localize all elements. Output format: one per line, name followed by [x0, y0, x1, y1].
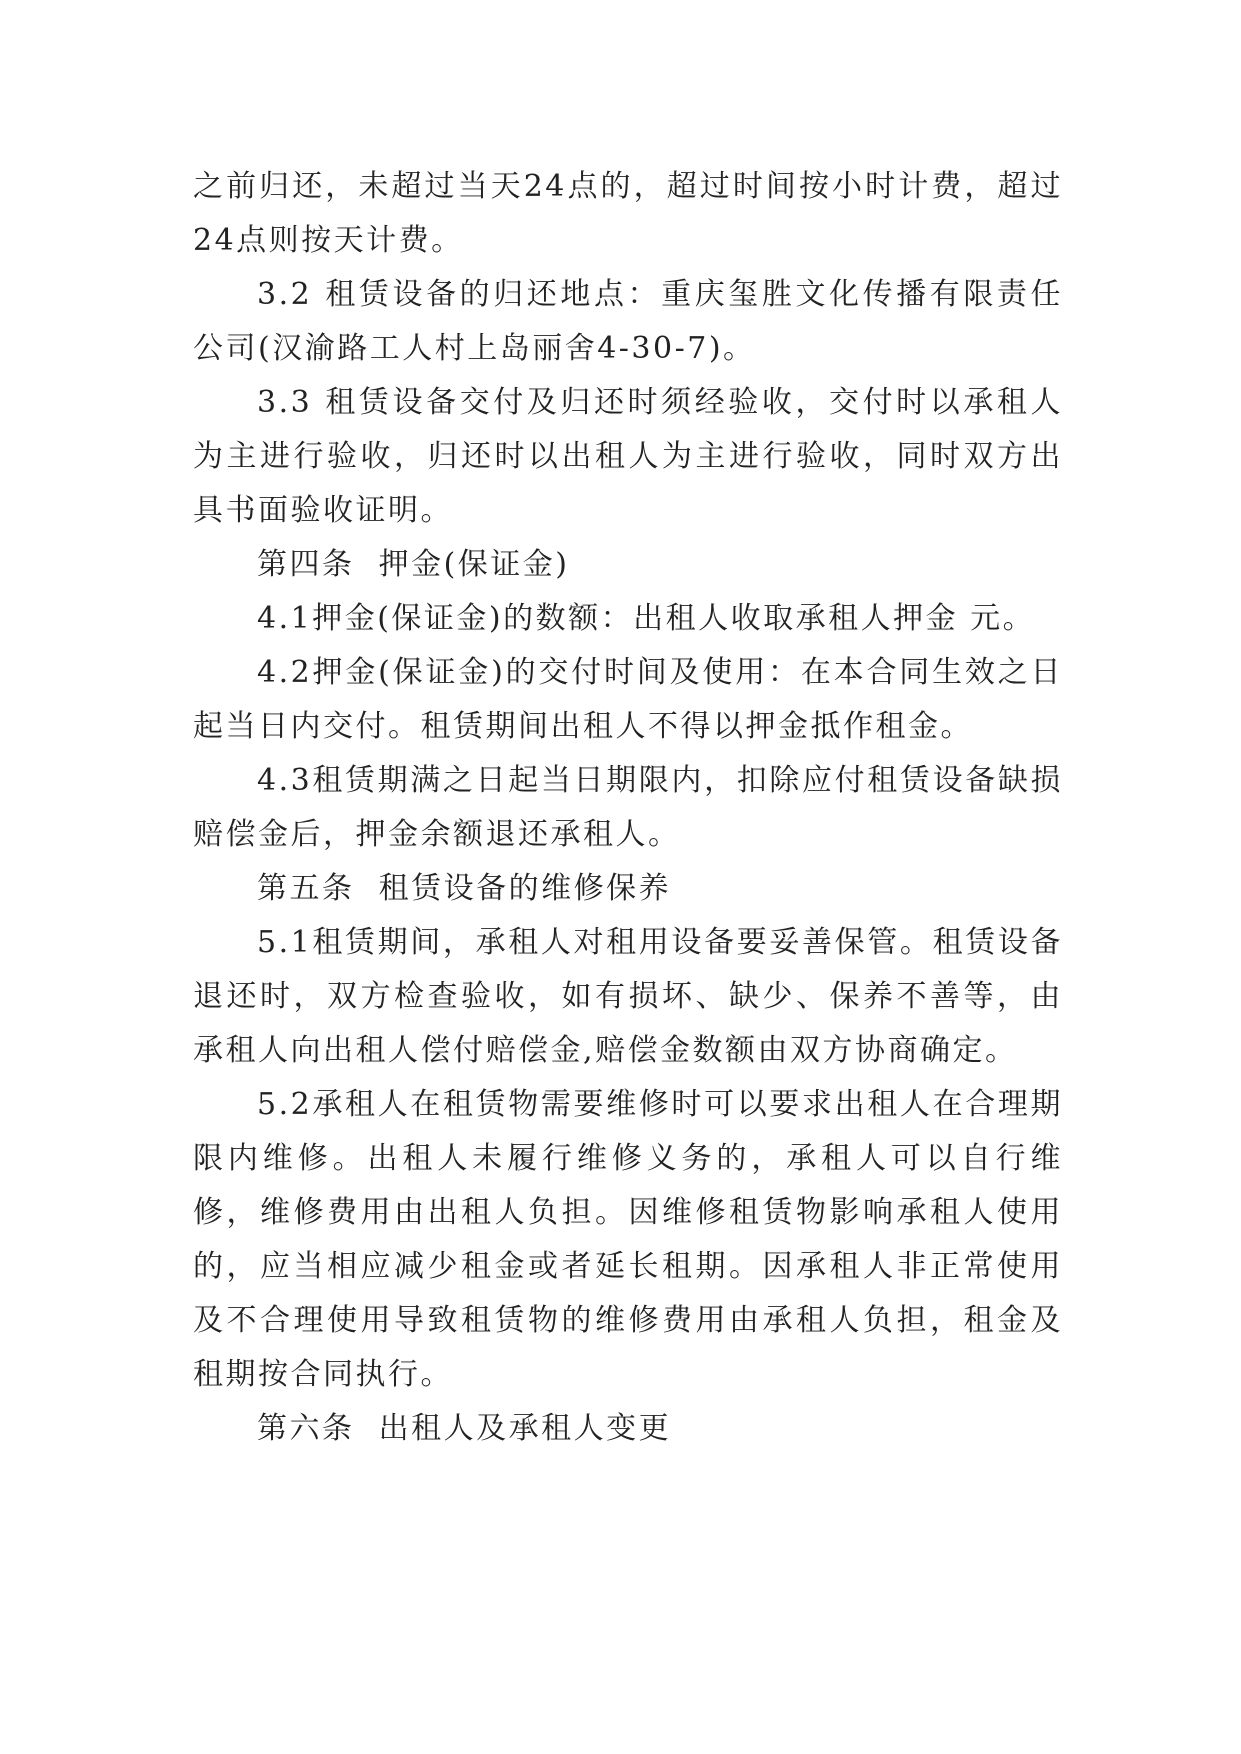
- paragraph-5-1: 5.1租赁期间，承租人对租用设备要妥善保管。租赁设备退还时，双方检查验收，如有损坏、缺少、保养不善等，由承租人向出租人偿付赔偿金,赔偿金数额由双方协商确定。: [193, 925, 1063, 1068]
- paragraph-3-2: 3.2 租赁设备的归还地点：重庆玺胜文化传播有限责任公司(汉渝路工人村上岛丽舍4-30-7)。: [193, 277, 1063, 366]
- paragraph-4-1: 4.1押金(保证金)的数额：出租人收取承租人押金 元。: [257, 601, 1036, 636]
- paragraph-3-3: 3.3 租赁设备交付及归还时须经验收，交付时以承租人为主进行验收，归还时以出租人为主进行验收，同时双方出具书面验收证明。: [193, 385, 1063, 528]
- paragraph-4-2: 4.2押金(保证金)的交付时间及使用：在本合同生效之日起当日内交付。租赁期间出租人不得以押金抵作租金。: [193, 655, 1063, 744]
- heading-article-4: 第四条 押金(保证金): [257, 547, 570, 582]
- paragraph-return-time: 之前归还，未超过当天24点的，超过时间按小时计费，超过24点则按天计费。: [193, 169, 1063, 258]
- document-body: [193, 160, 1063, 1456]
- paragraph-5-2: 5.2承租人在租赁物需要维修时可以要求出租人在合理期限内维修。出租人未履行维修义务的，承租人可以自行维修，维修费用由出租人负担。因维修租赁物影响承租人使用的，应当相应减少租金或者延长租期。因承租人非正常使用及不合理使用导致租赁物的维修费用由承租人负担，租金及租期按合同执行。: [193, 1087, 1063, 1392]
- heading-article-6: 第六条 出租人及承租人变更: [257, 1411, 672, 1446]
- heading-article-5: 第五条 租赁设备的维修保养: [257, 871, 672, 906]
- paragraph-4-3: 4.3租赁期满之日起当日期限内，扣除应付租赁设备缺损赔偿金后，押金余额退还承租人。: [193, 763, 1063, 852]
